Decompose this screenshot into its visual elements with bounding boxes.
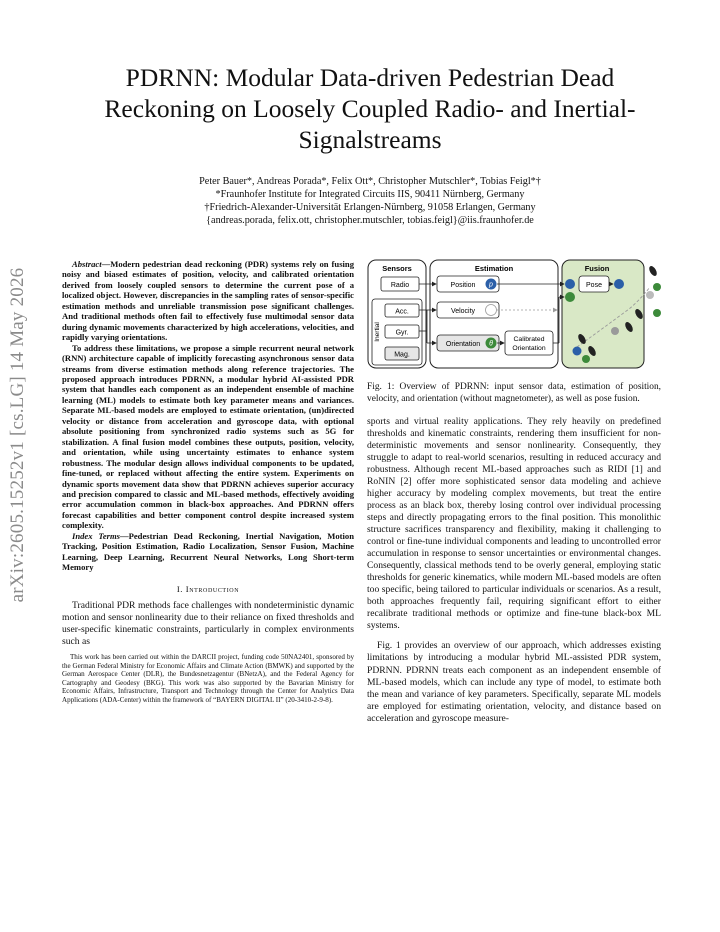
fusion-title: Fusion [584,264,610,273]
index-terms: —Pedestrian Dead Reckoning, Inertial Navigation, Motion Tracking, Position Estimation, Radio Localization, Sensor Fusion, Machine Learning, Deep Learning, Recurrent Neural Networks, Long Short-term Memory [62,530,354,573]
calibrated-label-2: Orientation [512,345,546,352]
author-list: Peter Bauer*, Andreas Porada*, Felix Ott*, Christopher Mutschler*, Tobias Feigl*† [199,176,541,187]
figure-1-diagram [367,259,661,371]
sensor-acc-label: Acc. [395,308,409,316]
abstract-paragraph-2: To address these limitations, we propose a simple recurrent neural network (RNN) architecture capable of implicitly forecasting asynchronous sensor data streams from diverse estimation methods along reference trajectories. The proposed approach introduces PDRNN, a modular hybrid AI-assisted PDR system that handles each component as an independent ensemble of machine learning (ML) models to estimate both key parameter means and variances. Separate ML-based models are employed to estimate orientation, (un)directed velocity or distance from acceleration and gyroscope data, with optional absolute positioning from synchronized radio systems such as 5G for stabilization. A final fusion model combines these outputs, position, velocity, and orientation, while using uncertainty estimates to enhance system robustness. The modular design allows individual components to be updated, fine-tuned, or replaced without affecting the entire system. Experiments on dynamic sports movement data show that PDRNN achieves superior accuracy and precision compared to classic and ML-based methods, effectively avoiding error accumulation common in black-box approaches. And PDRNN offers forecast capabilities and better component control despite increased system complexity. [62,342,354,531]
figure-1-caption: Fig. 1: Overview of PDRNN: input sensor data, estimation of position, velocity, and orientation (without magnetometer), as well as pose fusion. [367,382,661,404]
estimation-title: Estimation [474,264,514,273]
affiliation-fraunhofer: *Fraunhofer Institute for Integrated Circuits IIS, 90411 Nürnberg, Germany [215,189,525,200]
sensor-mag-label: Mag. [394,351,410,359]
intro-paragraph-2: Fig. 1 provides an overview of our approach, which addresses existing limitations by introducing a modular hybrid ML-assisted PDR system, PDRNN. PDRNN treats each component as an independent ensemble of ML-based models, which can include any type of model, to estimate both the mean and variance of key parameters. Specifically, separate ML models are employed for estimating orientation, velocity, and distance based on acceleration and gyroscope measure- [367,640,661,724]
sensors-title: Sensors [382,264,412,273]
fusion-pose-label: Pose [586,282,602,289]
arxiv-identifier: arXiv:2605.15252v1 [cs.LG] 14 May 2026 [7,267,28,603]
left-column [62,259,354,648]
affiliation-fau: †Friedrich-Alexander-Universität Erlangen-Nürnberg, 91058 Erlangen, Germany [204,202,536,213]
intro-paragraph-1-start: Traditional PDR methods face challenges with nondeterministic dynamic motion and sensor nonlinearity due to their reliance on fixed thresholds and user-specific kinematic constraints, particularly in complex environments such as [62,599,354,647]
abstract-label: Abstract [72,259,102,269]
author-emails: {andreas.porada, felix.ott, christopher.mutschler, tobias.feigl}@iis.fraunhofer.de [206,215,534,226]
intro-paragraph-1-continued: sports and virtual reality applications. They rely heavily on predefined thresholds and kinematic constraints, rendering them insufficient for non-deterministic movements and sensor nonlinearity. Consequently, they struggle to adapt to real-world scenarios, resulting in reduced accuracy and robustness. Although recent ML-based approaches such as RIDI [1] and RoNIN [2] offer more sophisticated sensor data modeling and achieve higher accuracy by modeling complex movements, but treat the entire process as an black box, thereby losing control over individual processing steps and directly propagating errors to the final position. This monolithic structure sacrifices transparency and flexibility, making it challenging to control or fine-tune individual components and leading to uncontrolled error accumulation in response to sensor uncertainties or environmental changes. Consequently, classical methods tend to be overly general, employing static thresholds for generic kinematics, while modern ML-based models are often too specific, being tailored to particular individuals or scenarios. As a result, both approaches frequently fail, requiring significant effort to either recalibrate traditional methods or optimize and fine-tune black-box ML systems. [367,415,661,632]
estimation-position-label: Position [450,282,476,289]
funding-footnote: This work has been carried out within the DARCII project, funding code 50NA2401, sponsored by the German Federal Ministry for Economic Affairs and Climate Action (BMWK) and supported by the German Aerospace Center (DLR), the Bundesnetzagentur (BNetzA), and the Federal Agency for Cartography and Geodesy (BKG). This work was also supported by the Bavarian Ministry for Economic Affairs, Infrastructure, Transport and Technology through the Center for Analytics Data Applications (ADA-Center) within the framework of “BAYERN DIGITAL II” (20-3410-2-9-8). [62,653,354,704]
footnote [62,653,354,704]
intro-body-left [62,600,354,648]
abstract [62,259,354,573]
section-heading-introduction: I. Introduction [176,583,240,594]
intro-body-right [367,416,661,725]
estimation-orientation-label: Orientation [445,341,481,348]
sensor-gyr-label: Gyr. [395,329,409,337]
inertial-label: Inertial [374,322,381,342]
abstract-paragraph-1: —Modern pedestrian dead reckoning (PDR) systems rely on fusing noisy and biased estimates of position, velocity, and calibrated orientation derived from loosely coupled sensors to determine the current pose of a localized object. However, discrepancies in the sampling rates of sensor-specific estimation methods and unreliable transmission pose significant challenges. And traditional methods often fail to effectively fuse multimodal sensor data during dynamic movements characterized by high accelerations, velocities, and rapidly varying orientations. [62,259,354,343]
sensor-radio-label: Radio [390,282,410,289]
paper-title: PDRNN: Modular Data-driven Pedestrian Dead Reckoning on Loosely Coupled Radio- and Inertial-Signalstreams [104,63,636,154]
p-symbol: p [489,281,493,289]
estimation-velocity-label: Velocity [450,308,476,315]
author-block [60,175,680,227]
index-terms-label: Index Terms [72,530,121,541]
calibrated-label-1: Calibrated [513,336,545,343]
theta-symbol: θ [489,340,493,348]
right-column [367,259,661,725]
